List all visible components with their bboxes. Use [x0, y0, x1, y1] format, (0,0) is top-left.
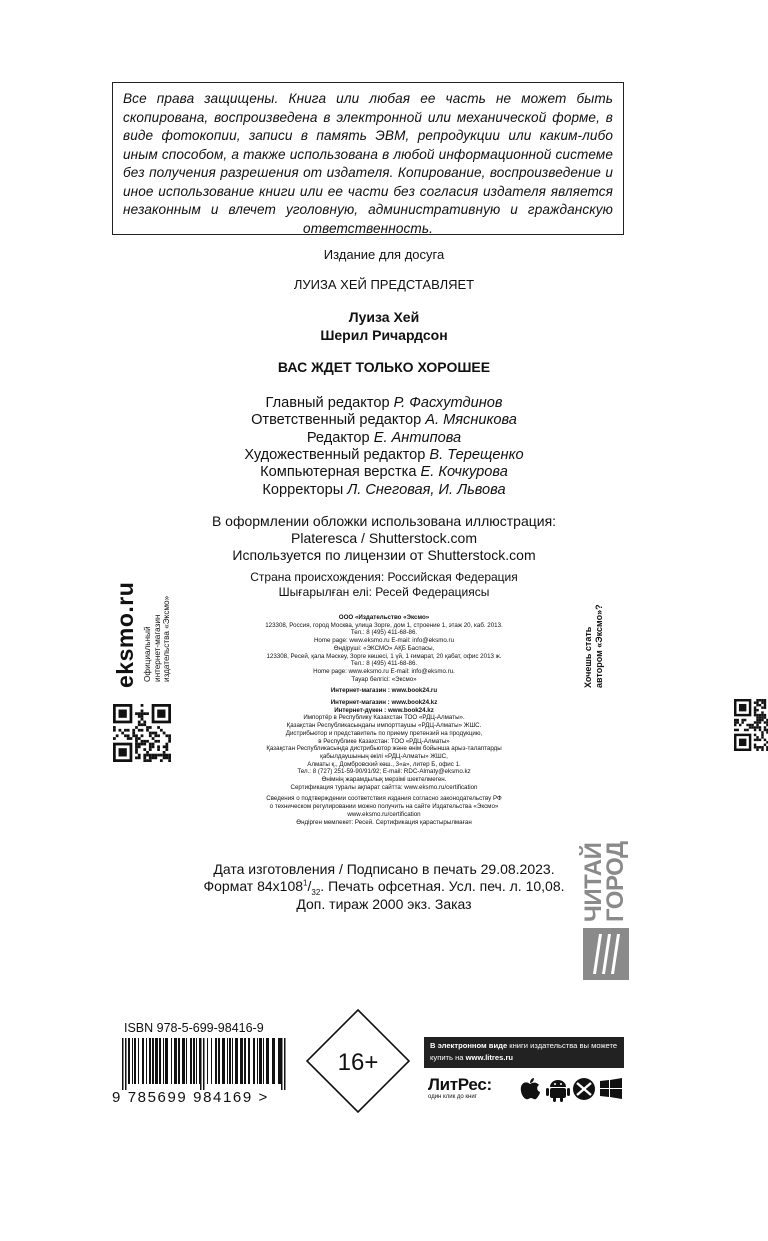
litres-site-link[interactable]: www.litres.ru — [465, 1053, 514, 1062]
windows-icon — [600, 1078, 622, 1099]
apple-icon — [521, 1078, 540, 1099]
gorod-word: ГОРОД — [602, 841, 629, 922]
origin-country-kz: Шығарылған елі: Ресей Федерациясы — [278, 585, 490, 599]
credit-role: Корректоры — [262, 481, 344, 498]
credit-line — [0, 482, 768, 498]
cover-illustration-line-3: Используется по лицензии от Shutterstock.com — [232, 547, 536, 563]
print-date: Дата изготовления / Подписано в печать 29.08.2023. — [213, 861, 555, 877]
credit-line — [0, 430, 768, 446]
age-rating-text: 16+ — [337, 1049, 379, 1076]
imprint-line: Өндірген мемлекет: Ресей. Сертификация қарастырылмаған — [296, 818, 472, 826]
format-sup: 1 — [303, 878, 308, 888]
imprint-line: Өндіруші: «ЭКСМО» АҚБ Баспасы, — [333, 644, 435, 652]
eksmo-logo[interactable]: eksmo.ru — [112, 581, 138, 688]
copyright-text: Все права защищены. Книга или любая ее часть не может быть скопирована, воспроизведена в электронной или механической форме, в виде фотокопии, записи в память ЭВМ, репродукции или каким-либо иным способом, а также использована в любой информационной системе без получения разрешения от издателя. Копирование, воспроизведение и иное использование книги или ее части без согласия издателя является незаконным и влечет уголовную, административную и гражданскую ответственность. — [123, 91, 613, 236]
eksmo-caption — [143, 596, 172, 682]
imprint-line: Тел.: 8 (495) 411-68-86. — [350, 629, 418, 637]
litres-tagline: один клик до книг — [428, 1094, 477, 1100]
imprint-line: Импортёр в Республику Казахстан ТОО «РДЦ-Алматы». — [303, 714, 465, 722]
format-suffix: . Печать офсетная. Усл. печ. л. 10,08. — [320, 878, 565, 894]
series-title: ЛУИЗА ХЕЙ ПРЕДСТАВЛЯЕТ — [293, 277, 475, 292]
imprint-line: www.eksmo.ru/certification — [347, 810, 421, 818]
imprint-line: Home page: www.eksmo.ru E-mail: info@eksmo.ru. — [313, 667, 455, 675]
imprint-line: Қазақстан Республикасындағы импорттаушы «РДЦ-Алматы» ЖШС. — [286, 722, 482, 730]
author-qr-code-icon[interactable] — [734, 699, 768, 755]
print-run: Доп. тираж 2000 экз. Заказ — [296, 896, 472, 912]
author-promo-line-1: Хочешь стать — [583, 626, 593, 688]
chitai-gorod-logo — [580, 810, 629, 980]
credit-role: Компьютерная верстка — [260, 464, 417, 481]
origin-country-ru: Страна происхождения: Российская Федерация — [250, 570, 518, 584]
format-sub: 32 — [311, 887, 321, 897]
credit-name: Л. Снеговая, И. Львова — [347, 481, 506, 498]
author-1: Луиза Хей — [348, 309, 420, 325]
format-prefix: Формат 84x108 — [203, 878, 304, 894]
credit-name: А. Мясникова — [425, 412, 517, 429]
imprint-line: в Республике Казахстан: ТОО «РДЦ-Алматы» — [318, 737, 450, 745]
barcode-digits: 9 785699 984169 > — [112, 1089, 269, 1106]
chitai-word: ЧИТАЙ — [580, 842, 607, 922]
credit-line — [0, 464, 768, 480]
credit-name: Р. Фасхутдинов — [393, 395, 503, 411]
imprint-line: Алматы қ., Домбровский көш., 3«а», литер Б, офис 1. — [307, 760, 461, 768]
imprint-line: Интернет-магазин : www.book24.ru — [330, 687, 438, 695]
copyright-notice-box — [112, 82, 624, 235]
litres-lead-rest: книги издательства вы можете — [507, 1041, 618, 1050]
credit-line — [0, 447, 768, 463]
litres-line2-prefix: купить на — [430, 1053, 466, 1062]
credit-name: В. Терещенко — [429, 446, 524, 463]
imprint-line: Интернет-дүкен : www.book24.kz — [334, 706, 434, 714]
imprint-line: Сертификация туралы ақпарат сайтта: www.eksmo.ru/certification — [290, 783, 478, 791]
imprint-line: 123308, Россия, город Москва, улица Зорге, дом 1, строение 1, этаж 20, каб. 2013. — [265, 621, 503, 629]
credit-role: Главный редактор — [265, 395, 390, 411]
imprint-line: о техническом регулировании можно получить на сайте Издательства «Эксмо» — [269, 803, 499, 811]
credit-role: Ответственный редактор — [251, 412, 422, 429]
platform-icons — [518, 1076, 626, 1102]
credit-role: Художественный редактор — [244, 446, 426, 463]
eksmo-caption-line-2: интернет-магазин — [152, 614, 162, 682]
eksmo-qr-code-icon[interactable] — [113, 704, 173, 762]
barcode-icon — [122, 1038, 287, 1090]
credit-role: Редактор — [306, 429, 370, 446]
litres-logo[interactable]: ЛитРес: — [428, 1075, 492, 1094]
imprint-line: Home page: www.eksmo.ru E-mail: info@eksmo.ru — [313, 637, 455, 645]
imprint-line: Тел.: 8 (727) 251-59-90/91/92; E-mail: RDC-Almaty@eksmo.kz — [297, 768, 471, 776]
cover-illustration-line-1: В оформлении обложки использована иллюстрация: — [211, 513, 557, 529]
chitai-gorod-stripes-icon — [583, 928, 629, 980]
eksmo-caption-line-1: Официальный — [143, 626, 152, 682]
credit-line — [0, 395, 768, 411]
imprint-line: Қазақстан Республикасында дистрибьютор және өнім бойынша арыз-талаптарды — [266, 745, 502, 753]
eksmo-caption-line-3: издательства «Эксмо» — [162, 595, 171, 682]
imprint-line: Интернет-магазин : www.book24.kz — [330, 699, 438, 707]
edition-type: Издание для досуга — [323, 247, 445, 262]
litres-lead-bold: В электронном виде — [430, 1041, 508, 1050]
imprint-line: Сведения о подтверждении соответствия издания согласно законодательству РФ — [266, 795, 502, 803]
imprint-line: Тауар белгісі: «Эксмо» — [351, 675, 417, 683]
imprint-line: Тел.: 8 (495) 411-68-86. — [350, 660, 418, 668]
credit-name: Е. Кочкурова — [420, 464, 508, 481]
cover-illustration-line-2: Plateresca / Shutterstock.com — [291, 530, 477, 546]
imprint-block — [198, 614, 570, 826]
book-title: ВАС ЖДЕТ ТОЛЬКО ХОРОШЕЕ — [277, 359, 491, 375]
litres-banner[interactable] — [424, 1037, 624, 1068]
litres-line-2 — [430, 1052, 618, 1064]
xbox-icon — [573, 1078, 595, 1100]
author-promo-line-2: автором «Эксмо»? — [594, 604, 604, 688]
isbn: ISBN 978-5-699-98416-9 — [124, 1021, 264, 1035]
imprint-line: Дистрибьютор и представитель по приему претензий на продукцию, — [285, 729, 483, 737]
print-format: Формат $84x108^1/_{32}$. Печать офсетная. Усл. печ. л. 10,08. — [203, 878, 565, 897]
litres-line-1 — [430, 1040, 618, 1052]
author-promo — [583, 604, 605, 688]
imprint-line: ООО «Издательство «Эксмо» — [338, 614, 430, 621]
imprint-line: Өнімнің жарамдылық мерзімі шектелмеген. — [321, 776, 447, 784]
author-2: Шерил Ричардсон — [320, 327, 448, 343]
android-icon — [546, 1080, 570, 1102]
imprint-line: қабылдаушының өкілі «РДЦ-Алматы» ЖШС, — [320, 752, 448, 760]
age-rating-badge — [305, 1008, 411, 1114]
chitai-gorod-text — [580, 841, 629, 922]
credit-line — [0, 412, 768, 428]
imprint-line: 123308, Ресей, қала Мәскеу, Зорге көшесі, 1 үй, 1 ғимарат, 20 қабат, офис 2013 ж. — [266, 652, 502, 660]
credit-name: Е. Антипова — [373, 429, 462, 446]
